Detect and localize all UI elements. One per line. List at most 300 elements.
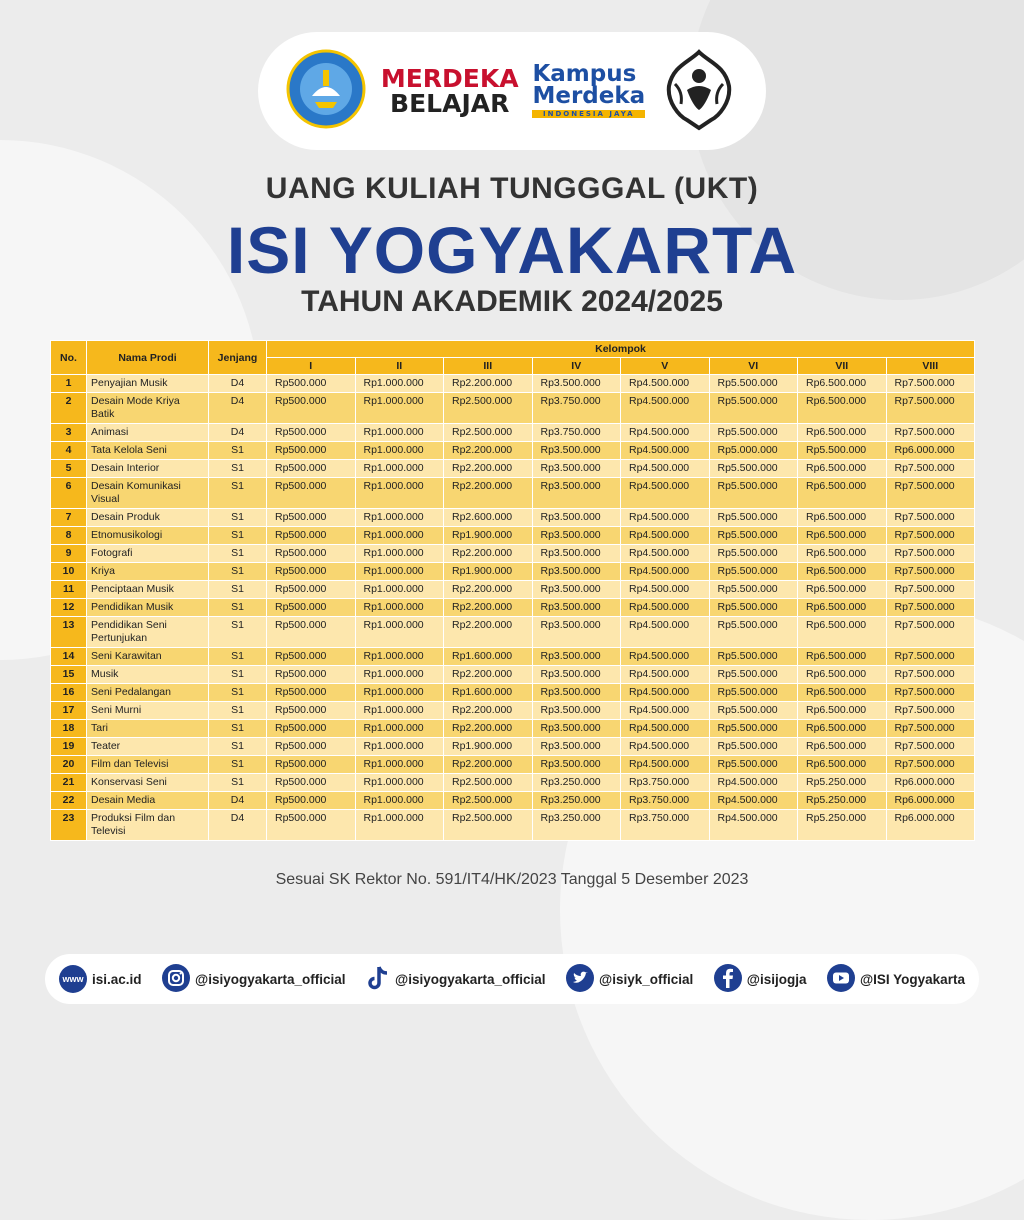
prodi-name: Etnomusikologi (87, 527, 209, 545)
footer-contact-bar (45, 954, 979, 1004)
fee-cell: Rp1.000.000 (355, 684, 444, 702)
fee-cell: Rp1.000.000 (355, 424, 444, 442)
fee-cell: Rp2.200.000 (444, 702, 533, 720)
fee-cell: Rp7.500.000 (886, 424, 975, 442)
fee-cell: Rp3.500.000 (532, 702, 621, 720)
row-number: 13 (51, 617, 87, 648)
fee-cell: Rp5.500.000 (709, 702, 798, 720)
fee-cell: Rp500.000 (267, 581, 356, 599)
fee-cell: Rp5.250.000 (798, 792, 887, 810)
fee-cell: Rp2.200.000 (444, 666, 533, 684)
youtube-handle: @ISI Yogyakarta (859, 971, 965, 987)
fee-cell: Rp1.000.000 (355, 442, 444, 460)
row-number: 7 (51, 509, 87, 527)
fee-cell: Rp1.000.000 (355, 563, 444, 581)
fee-cell: Rp2.200.000 (444, 375, 533, 393)
footer-twitter[interactable] (566, 964, 693, 995)
fee-cell: Rp4.500.000 (621, 563, 710, 581)
fee-cell: Rp6.500.000 (798, 684, 887, 702)
fee-cell: Rp7.500.000 (886, 756, 975, 774)
fee-cell: Rp3.500.000 (532, 375, 621, 393)
prodi-name: Konservasi Seni (87, 774, 209, 792)
fee-cell: Rp6.500.000 (798, 720, 887, 738)
header-jenjang: Jenjang (209, 341, 267, 375)
prodi-name: Desain Media (87, 792, 209, 810)
table-row (51, 756, 975, 774)
fee-cell: Rp6.000.000 (886, 442, 975, 460)
fee-cell: Rp3.500.000 (532, 527, 621, 545)
fee-cell: Rp4.500.000 (709, 810, 798, 841)
fee-cell: Rp4.500.000 (621, 442, 710, 460)
fee-cell: Rp1.000.000 (355, 738, 444, 756)
table-row (51, 509, 975, 527)
fee-cell: Rp4.500.000 (621, 527, 710, 545)
jenjang-cell: S1 (209, 527, 267, 545)
isi-yogyakarta-emblem (659, 46, 739, 137)
fee-cell: Rp2.500.000 (444, 774, 533, 792)
table-row (51, 720, 975, 738)
fee-cell: Rp3.500.000 (532, 617, 621, 648)
fee-cell: Rp500.000 (267, 720, 356, 738)
fee-cell: Rp4.500.000 (621, 666, 710, 684)
footer-website[interactable] (59, 965, 142, 993)
jenjang-cell: S1 (209, 478, 267, 509)
row-number: 11 (51, 581, 87, 599)
fee-cell: Rp2.500.000 (444, 393, 533, 424)
fee-cell: Rp2.500.000 (444, 810, 533, 841)
fee-cell: Rp7.500.000 (886, 738, 975, 756)
row-number: 9 (51, 545, 87, 563)
fee-cell: Rp5.500.000 (709, 666, 798, 684)
jenjang-cell: S1 (209, 684, 267, 702)
fee-cell: Rp3.500.000 (532, 666, 621, 684)
row-number: 19 (51, 738, 87, 756)
fee-cell: Rp500.000 (267, 666, 356, 684)
fee-cell: Rp5.500.000 (709, 756, 798, 774)
fee-cell: Rp500.000 (267, 509, 356, 527)
row-number: 3 (51, 424, 87, 442)
fee-cell: Rp1.000.000 (355, 478, 444, 509)
fee-cell: Rp1.900.000 (444, 563, 533, 581)
globe-icon: www (59, 965, 87, 993)
fee-cell: Rp2.200.000 (444, 617, 533, 648)
fee-cell: Rp4.500.000 (621, 581, 710, 599)
prodi-name: Seni Murni (87, 702, 209, 720)
fee-cell: Rp3.500.000 (532, 509, 621, 527)
ukt-table (50, 340, 975, 841)
tiktok-handle: @isiyogyakarta_official (395, 971, 546, 987)
row-number: 18 (51, 720, 87, 738)
fee-cell: Rp2.200.000 (444, 720, 533, 738)
fee-cell: Rp5.500.000 (709, 563, 798, 581)
header-nama-prodi: Nama Prodi (87, 341, 209, 375)
fee-cell: Rp3.750.000 (532, 393, 621, 424)
footer-facebook[interactable] (714, 964, 807, 995)
row-number: 5 (51, 460, 87, 478)
prodi-name: Penciptaan Musik (87, 581, 209, 599)
fee-cell: Rp7.500.000 (886, 666, 975, 684)
table-row (51, 478, 975, 509)
header-kelompok: Kelompok (267, 341, 975, 358)
belajar-text: BELAJAR (390, 89, 510, 118)
header-group-4: IV (532, 358, 621, 375)
fee-cell: Rp1.000.000 (355, 720, 444, 738)
fee-cell: Rp1.000.000 (355, 792, 444, 810)
fee-cell: Rp2.200.000 (444, 478, 533, 509)
table-row (51, 563, 975, 581)
jenjang-cell: S1 (209, 545, 267, 563)
jenjang-cell: S1 (209, 756, 267, 774)
fee-cell: Rp7.500.000 (886, 509, 975, 527)
fee-cell: Rp4.500.000 (621, 648, 710, 666)
fee-cell: Rp6.500.000 (798, 599, 887, 617)
prodi-name: Tata Kelola Seni (87, 442, 209, 460)
fee-cell: Rp500.000 (267, 756, 356, 774)
prodi-name: Animasi (87, 424, 209, 442)
fee-cell: Rp2.200.000 (444, 442, 533, 460)
fee-cell: Rp7.500.000 (886, 563, 975, 581)
fee-cell: Rp1.900.000 (444, 738, 533, 756)
fee-cell: Rp4.500.000 (621, 617, 710, 648)
header-group-1: I (267, 358, 356, 375)
fee-cell: Rp500.000 (267, 810, 356, 841)
fee-cell: Rp3.750.000 (532, 424, 621, 442)
jenjang-cell: S1 (209, 581, 267, 599)
fee-cell: Rp5.500.000 (709, 599, 798, 617)
fee-cell: Rp4.500.000 (621, 702, 710, 720)
fee-cell: Rp4.500.000 (709, 792, 798, 810)
jenjang-cell: S1 (209, 599, 267, 617)
fee-cell: Rp3.250.000 (532, 774, 621, 792)
row-number: 16 (51, 684, 87, 702)
tut-wuri-handayani-logo (285, 48, 367, 135)
fee-cell: Rp3.500.000 (532, 648, 621, 666)
fee-cell: Rp1.600.000 (444, 684, 533, 702)
row-number: 20 (51, 756, 87, 774)
fee-cell: Rp6.500.000 (798, 648, 887, 666)
fee-cell: Rp5.500.000 (709, 545, 798, 563)
fee-cell: Rp4.500.000 (621, 599, 710, 617)
fee-cell: Rp5.500.000 (709, 478, 798, 509)
fee-cell: Rp7.500.000 (886, 599, 975, 617)
fee-cell: Rp3.500.000 (532, 563, 621, 581)
fee-cell: Rp3.250.000 (532, 792, 621, 810)
prodi-name: Teater (87, 738, 209, 756)
header-group-6: VI (709, 358, 798, 375)
fee-cell: Rp3.500.000 (532, 684, 621, 702)
fee-cell: Rp4.500.000 (621, 738, 710, 756)
fee-cell: Rp1.000.000 (355, 509, 444, 527)
footer-youtube[interactable] (827, 964, 965, 995)
fee-cell: Rp7.500.000 (886, 527, 975, 545)
sk-rektor-note: Sesuai SK Rektor No. 591/IT4/HK/2023 Tanggal 5 Desember 2023 (275, 871, 749, 888)
header-group-2: II (355, 358, 444, 375)
jenjang-cell: D4 (209, 810, 267, 841)
fee-cell: Rp1.000.000 (355, 756, 444, 774)
fee-cell: Rp2.500.000 (444, 424, 533, 442)
prodi-name: Musik (87, 666, 209, 684)
table-row (51, 666, 975, 684)
table-row (51, 738, 975, 756)
fee-cell: Rp6.500.000 (798, 527, 887, 545)
fee-cell: Rp5.250.000 (798, 774, 887, 792)
row-number: 22 (51, 792, 87, 810)
prodi-name: Seni Karawitan (87, 648, 209, 666)
page-title: ISI YOGYAKARTA (226, 213, 798, 287)
table-row (51, 527, 975, 545)
row-number: 10 (51, 563, 87, 581)
table-row (51, 581, 975, 599)
fee-cell: Rp6.500.000 (798, 509, 887, 527)
fee-cell: Rp1.000.000 (355, 648, 444, 666)
fee-cell: Rp500.000 (267, 599, 356, 617)
fee-cell: Rp6.500.000 (798, 393, 887, 424)
prodi-name: Tari (87, 720, 209, 738)
fee-cell: Rp500.000 (267, 527, 356, 545)
header-group-7: VII (798, 358, 887, 375)
table-row (51, 393, 975, 424)
prodi-name: Produksi Film dan Televisi (87, 810, 209, 841)
prodi-name: Fotografi (87, 545, 209, 563)
header-group-8: VIII (886, 358, 975, 375)
jenjang-cell: D4 (209, 792, 267, 810)
row-number: 23 (51, 810, 87, 841)
fee-cell: Rp6.500.000 (798, 666, 887, 684)
fee-cell: Rp6.000.000 (886, 810, 975, 841)
fee-cell: Rp7.500.000 (886, 478, 975, 509)
fee-cell: Rp500.000 (267, 774, 356, 792)
fee-cell: Rp5.500.000 (709, 424, 798, 442)
row-number: 6 (51, 478, 87, 509)
instagram-handle: @isiyogyakarta_official (195, 971, 346, 987)
fee-cell: Rp5.500.000 (798, 442, 887, 460)
fee-cell: Rp4.500.000 (621, 460, 710, 478)
fee-cell: Rp3.250.000 (532, 810, 621, 841)
fee-cell: Rp500.000 (267, 684, 356, 702)
prodi-name: Pendidikan Seni Pertunjukan (87, 617, 209, 648)
fee-cell: Rp6.500.000 (798, 545, 887, 563)
fee-cell: Rp4.500.000 (621, 756, 710, 774)
table-row (51, 442, 975, 460)
fee-cell: Rp7.500.000 (886, 648, 975, 666)
fee-cell: Rp6.500.000 (798, 375, 887, 393)
prodi-name: Desain Interior (87, 460, 209, 478)
fee-cell: Rp5.500.000 (709, 617, 798, 648)
prodi-name: Film dan Televisi (87, 756, 209, 774)
fee-cell: Rp2.200.000 (444, 599, 533, 617)
fee-cell: Rp6.500.000 (798, 756, 887, 774)
fee-cell: Rp5.500.000 (709, 684, 798, 702)
fee-cell: Rp500.000 (267, 424, 356, 442)
fee-cell: Rp1.000.000 (355, 702, 444, 720)
prodi-name: Desain Mode Kriya Batik (87, 393, 209, 424)
fee-cell: Rp5.500.000 (709, 375, 798, 393)
table-row (51, 545, 975, 563)
fee-cell: Rp4.500.000 (621, 684, 710, 702)
fee-cell: Rp500.000 (267, 563, 356, 581)
fee-cell: Rp1.000.000 (355, 545, 444, 563)
fee-cell: Rp6.500.000 (798, 460, 887, 478)
fee-cell: Rp7.500.000 (886, 617, 975, 648)
fee-cell: Rp1.000.000 (355, 460, 444, 478)
fee-cell: Rp2.500.000 (444, 792, 533, 810)
fee-cell: Rp3.750.000 (621, 792, 710, 810)
fee-cell: Rp6.500.000 (798, 617, 887, 648)
fee-cell: Rp1.000.000 (355, 393, 444, 424)
fee-cell: Rp2.200.000 (444, 581, 533, 599)
fee-cell: Rp1.000.000 (355, 527, 444, 545)
table-row (51, 774, 975, 792)
fee-cell: Rp4.500.000 (621, 375, 710, 393)
fee-cell: Rp5.500.000 (709, 460, 798, 478)
fee-cell: Rp3.500.000 (532, 756, 621, 774)
fee-cell: Rp500.000 (267, 375, 356, 393)
header-group-3: III (444, 358, 533, 375)
jenjang-cell: D4 (209, 393, 267, 424)
footer-instagram[interactable] (162, 964, 345, 995)
merdeka-belajar-logo (381, 66, 519, 116)
table-row (51, 617, 975, 648)
fee-cell: Rp5.500.000 (709, 648, 798, 666)
fee-cell: Rp3.500.000 (532, 478, 621, 509)
fee-cell: Rp500.000 (267, 442, 356, 460)
header-group-5: V (621, 358, 710, 375)
fee-cell: Rp4.500.000 (621, 545, 710, 563)
fee-cell: Rp4.500.000 (621, 478, 710, 509)
fee-cell: Rp4.500.000 (621, 393, 710, 424)
fee-cell: Rp7.500.000 (886, 545, 975, 563)
fee-cell: Rp7.500.000 (886, 393, 975, 424)
fee-cell: Rp500.000 (267, 648, 356, 666)
fee-cell: Rp5.500.000 (709, 738, 798, 756)
fee-cell: Rp1.000.000 (355, 581, 444, 599)
jenjang-cell: S1 (209, 460, 267, 478)
jenjang-cell: S1 (209, 509, 267, 527)
twitter-handle: @isiyk_official (599, 971, 694, 987)
fee-cell: Rp7.500.000 (886, 581, 975, 599)
table-row (51, 599, 975, 617)
fee-cell: Rp1.000.000 (355, 375, 444, 393)
table-row (51, 810, 975, 841)
fee-cell: Rp7.500.000 (886, 720, 975, 738)
fee-cell: Rp5.500.000 (709, 720, 798, 738)
facebook-icon (714, 964, 742, 995)
fee-cell: Rp1.000.000 (355, 774, 444, 792)
table-row (51, 792, 975, 810)
fee-cell: Rp500.000 (267, 617, 356, 648)
jenjang-cell: D4 (209, 424, 267, 442)
fee-cell: Rp1.000.000 (355, 810, 444, 841)
logo-bar (258, 32, 766, 150)
fee-cell: Rp500.000 (267, 702, 356, 720)
fee-cell: Rp4.500.000 (621, 509, 710, 527)
fee-cell: Rp7.500.000 (886, 702, 975, 720)
footer-tiktok[interactable] (366, 964, 545, 995)
prodi-name: Kriya (87, 563, 209, 581)
jenjang-cell: D4 (209, 375, 267, 393)
fee-cell: Rp3.500.000 (532, 460, 621, 478)
row-number: 21 (51, 774, 87, 792)
row-number: 15 (51, 666, 87, 684)
instagram-icon (162, 964, 190, 995)
jenjang-cell: S1 (209, 563, 267, 581)
kampus-merdeka-logo (532, 60, 646, 118)
fee-cell: Rp1.000.000 (355, 599, 444, 617)
fee-cell: Rp500.000 (267, 478, 356, 509)
title-line-1: UANG KULIAH TUNGGGAL (UKT) (265, 172, 759, 205)
fee-cell: Rp1.900.000 (444, 527, 533, 545)
table-row (51, 648, 975, 666)
merdeka-text-2: Merdeka (532, 82, 646, 109)
fee-cell: Rp6.000.000 (886, 792, 975, 810)
fee-cell: Rp2.200.000 (444, 460, 533, 478)
fee-cell: Rp1.600.000 (444, 648, 533, 666)
fee-cell: Rp3.500.000 (532, 442, 621, 460)
fee-cell: Rp5.500.000 (709, 509, 798, 527)
jenjang-cell: S1 (209, 774, 267, 792)
fee-cell: Rp3.500.000 (532, 545, 621, 563)
fee-cell: Rp7.500.000 (886, 684, 975, 702)
table-row (51, 684, 975, 702)
fee-cell: Rp3.750.000 (621, 810, 710, 841)
fee-cell: Rp2.200.000 (444, 756, 533, 774)
prodi-name: Penyajian Musik (87, 375, 209, 393)
table-row (51, 424, 975, 442)
fee-cell: Rp5.250.000 (798, 810, 887, 841)
fee-cell: Rp4.500.000 (621, 424, 710, 442)
merdeka-text: MERDEKA (380, 64, 519, 93)
prodi-name: Pendidikan Musik (87, 599, 209, 617)
row-number: 12 (51, 599, 87, 617)
title-academic-year: TAHUN AKADEMIK 2024/2025 (301, 285, 723, 318)
fee-cell: Rp500.000 (267, 792, 356, 810)
fee-cell: Rp6.500.000 (798, 581, 887, 599)
fee-cell: Rp5.500.000 (709, 527, 798, 545)
fee-cell: Rp7.500.000 (886, 375, 975, 393)
fee-cell: Rp1.000.000 (355, 617, 444, 648)
table-row (51, 702, 975, 720)
fee-cell: Rp6.500.000 (798, 478, 887, 509)
fee-cell: Rp2.200.000 (444, 545, 533, 563)
fee-cell: Rp5.500.000 (709, 393, 798, 424)
fee-cell: Rp6.000.000 (886, 774, 975, 792)
row-number: 17 (51, 702, 87, 720)
jenjang-cell: S1 (209, 442, 267, 460)
fee-cell: Rp500.000 (267, 545, 356, 563)
row-number: 2 (51, 393, 87, 424)
jenjang-cell: S1 (209, 666, 267, 684)
row-number: 4 (51, 442, 87, 460)
fee-cell: Rp2.600.000 (444, 509, 533, 527)
fee-cell: Rp3.750.000 (621, 774, 710, 792)
fee-cell: Rp500.000 (267, 738, 356, 756)
fee-cell: Rp6.500.000 (798, 702, 887, 720)
fee-cell: Rp1.000.000 (355, 666, 444, 684)
fee-cell: Rp6.500.000 (798, 738, 887, 756)
kampus-text: Kampus (532, 60, 637, 87)
tiktok-icon (366, 964, 390, 995)
fee-cell: Rp500.000 (267, 460, 356, 478)
fee-cell: Rp4.500.000 (709, 774, 798, 792)
fee-cell: Rp500.000 (267, 393, 356, 424)
prodi-name: Desain Produk (87, 509, 209, 527)
jenjang-cell: S1 (209, 702, 267, 720)
website-text: isi.ac.id (92, 971, 142, 987)
header-no: No. (51, 341, 87, 375)
jenjang-cell: S1 (209, 617, 267, 648)
youtube-icon (827, 964, 855, 995)
indonesia-jaya-text: INDONESIA JAYA (532, 110, 645, 119)
